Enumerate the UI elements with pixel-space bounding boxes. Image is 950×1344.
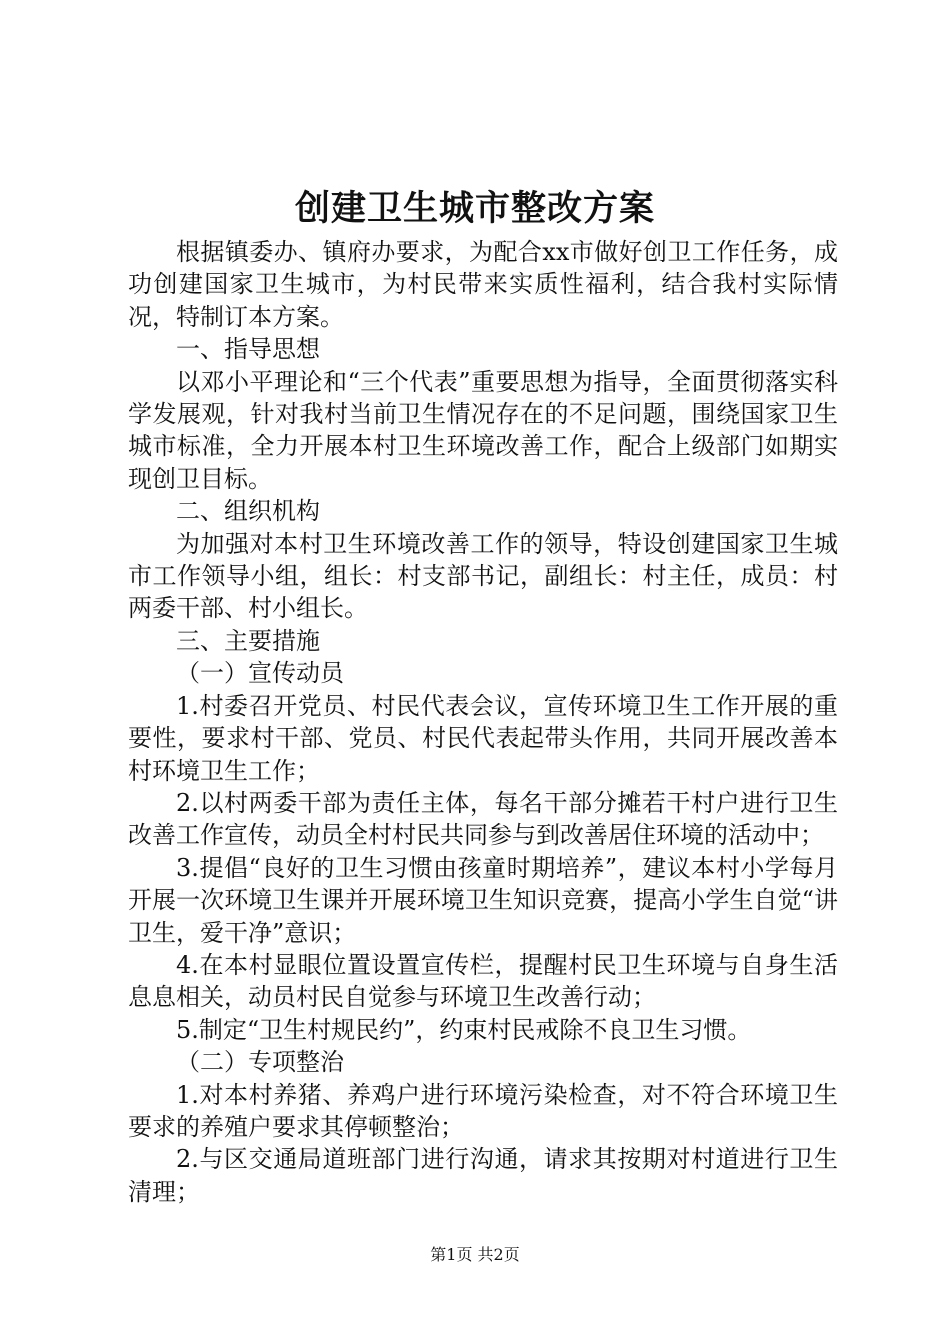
publicity-item-3: 3.提倡“良好的卫生习惯由孩童时期培养”，建议本村小学每月开展一次环境卫生课并开展环境卫生知识竞赛，提高小学生自觉“讲卫生，爱干净”意识；	[128, 853, 838, 947]
intro-paragraph: 根据镇委办、镇府办要求，为配合xx市做好创卫工作任务，成功创建国家卫生城市，为村民带来实质性福利，结合我村实际情况，特制订本方案。	[128, 238, 838, 331]
publicity-item-4: 4.在本村显眼位置设置宣传栏，提醒村民卫生环境与自身生活息息相关，动员村民自觉参与环境卫生改善行动；	[128, 950, 838, 1012]
subsection-heading-special-rectification: （二）专项整治	[176, 1048, 344, 1077]
section-heading-main-measures: 三、主要措施	[176, 626, 320, 655]
subsection-heading-publicity: （一）宣传动员	[176, 659, 344, 688]
publicity-item-1: 1.村委召开党员、村民代表会议，宣传环境卫生工作开展的重要性，要求村干部、党员、村民代表起带头作用，共同开展改善本村环境卫生工作；	[128, 691, 838, 785]
document-title: 创建卫生城市整改方案	[294, 188, 655, 229]
document-body	[128, 236, 838, 1208]
publicity-item-5: 5.制定“卫生村规民约”，约束村民戒除不良卫生习惯。	[176, 1015, 752, 1044]
section-heading-guiding-thought: 一、指导思想	[176, 335, 320, 364]
section-heading-organization: 二、组织机构	[176, 497, 320, 526]
publicity-item-2: 2.以村两委干部为责任主体，每名干部分摊若干村户进行卫生改善工作宣传，动员全村村民共同参与到改善居住环境的活动中；	[128, 788, 838, 850]
page-number: 第1页 共2页	[430, 1245, 520, 1264]
rectification-item-1: 1.对本村养猪、养鸡户进行环境污染检查，对不符合环境卫生要求的养殖户要求其停顿整治；	[128, 1080, 838, 1141]
organization-paragraph: 为加强对本村卫生环境改善工作的领导，特设创建国家卫生城市工作领导小组，组长：村支部书记，副组长：村主任，成员：村两委干部、村小组长。	[128, 529, 838, 623]
rectification-item-2: 2.与区交通局道班部门进行沟通，请求其按期对村道进行卫生清理；	[128, 1145, 838, 1206]
guiding-thought-paragraph: 以邓小平理论和“三个代表”重要思想为指导，全面贯彻落实科学发展观，针对我村当前卫生情况存在的不足问题，围绕国家卫生城市标准，全力开展本村卫生环境改善工作，配合上级部门如期实现创卫目标。	[128, 367, 838, 493]
